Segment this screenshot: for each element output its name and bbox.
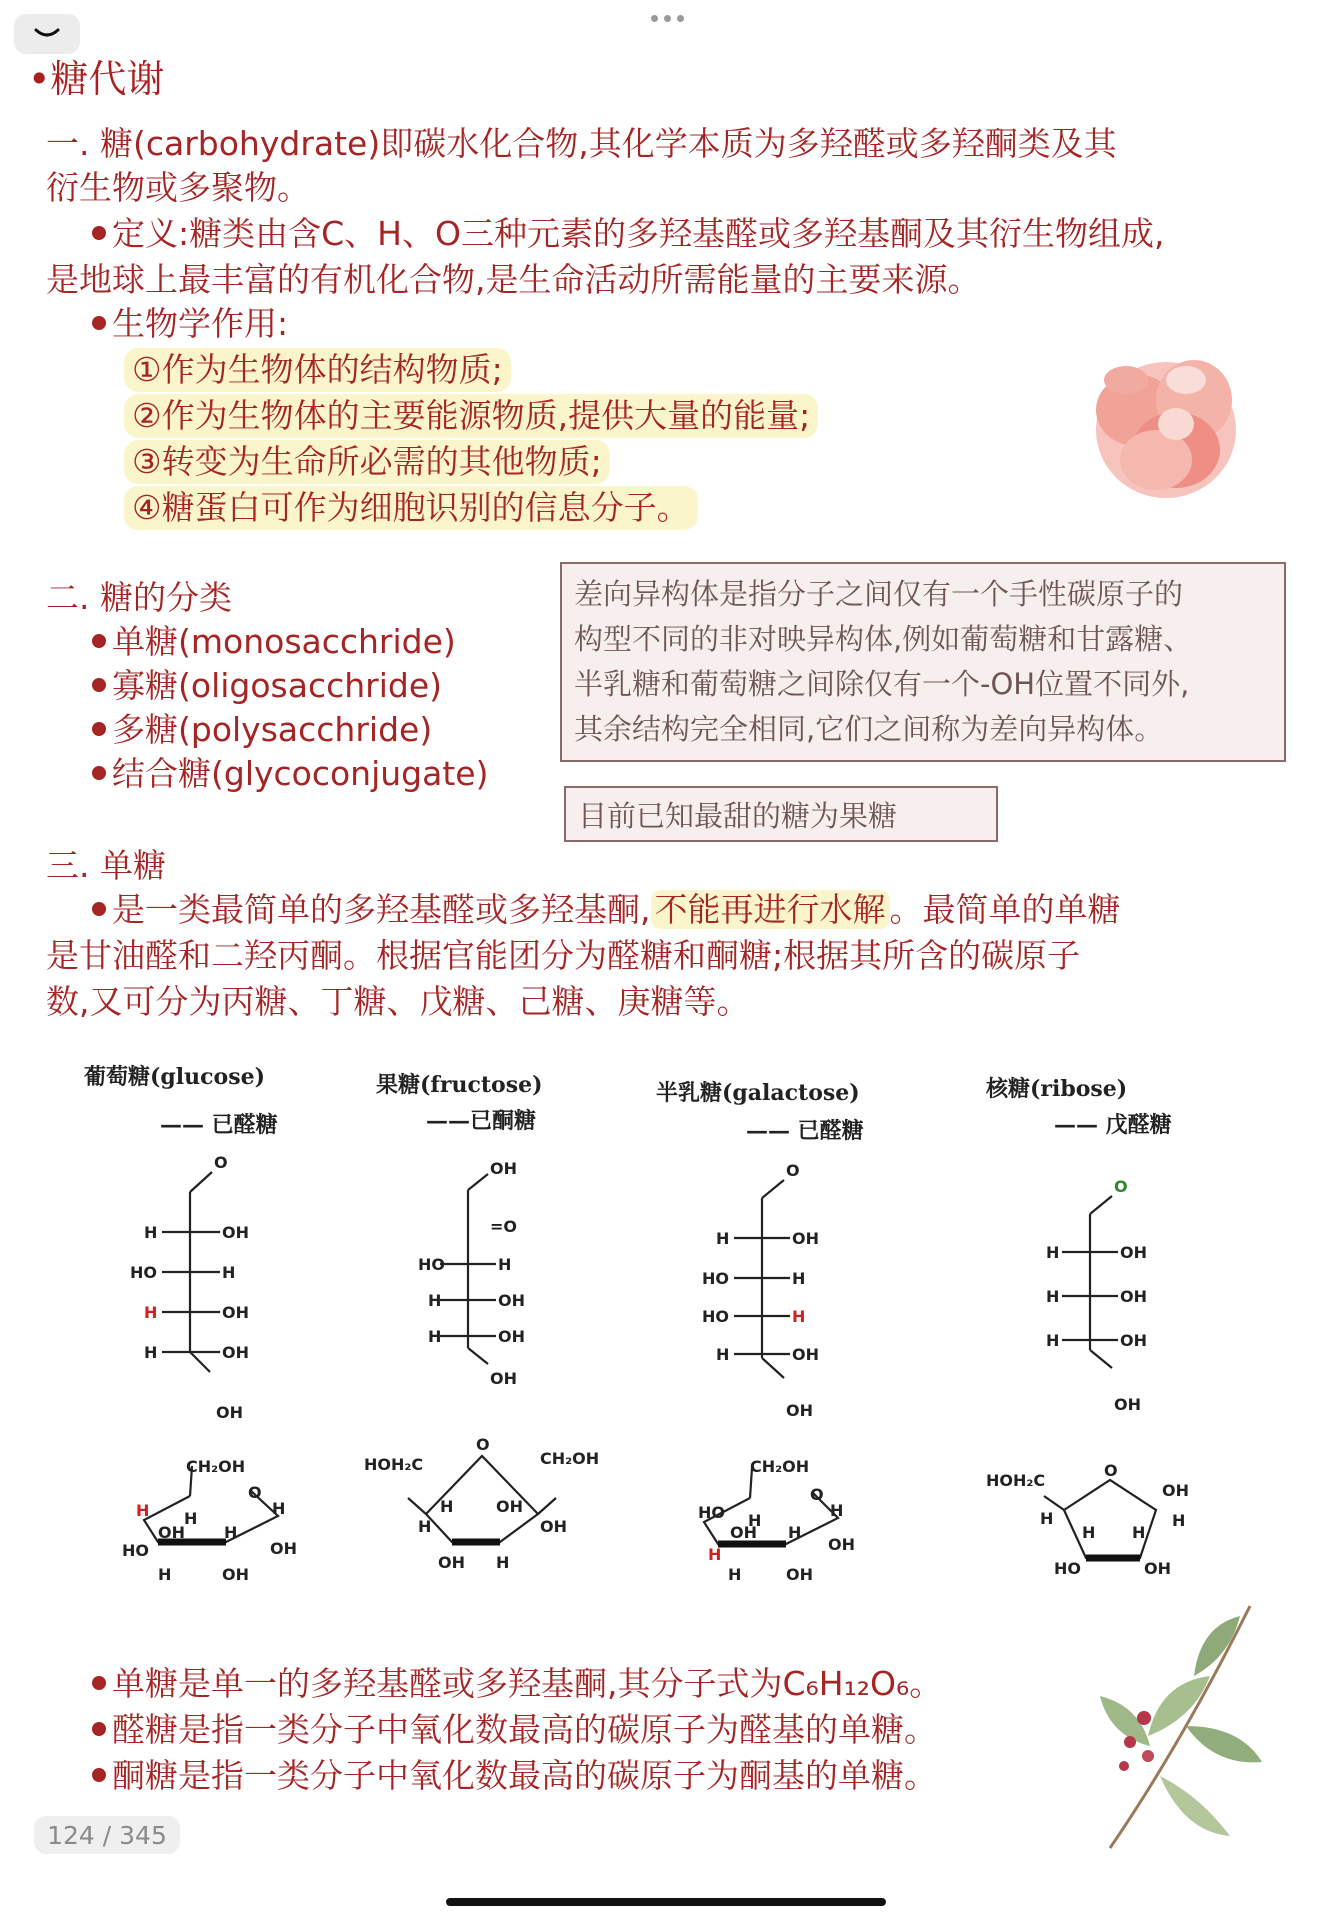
svg-text:OH: OH (792, 1345, 819, 1364)
class-item-1 (92, 620, 456, 664)
svg-text:HO: HO (1054, 1559, 1081, 1578)
bullet-icon (92, 1676, 106, 1690)
svg-text:H: H (1040, 1509, 1054, 1528)
svg-text:=O: =O (490, 1217, 518, 1236)
svg-text:OH: OH (216, 1403, 243, 1422)
svg-text:H: H (1046, 1243, 1060, 1262)
svg-text:OH: OH (490, 1369, 517, 1388)
svg-text:OH: OH (496, 1497, 523, 1516)
bullet-icon (92, 634, 106, 648)
role-item-1: ①作为生物体的结构物质; (124, 348, 511, 392)
svg-text:OH: OH (540, 1517, 567, 1536)
class-item-text: 寡糖(oligosacchride) (112, 666, 443, 705)
svg-text:H: H (428, 1291, 442, 1310)
role-item-4: ④糖蛋白可作为细胞识别的信息分子。 (124, 486, 698, 530)
svg-text:H: H (144, 1343, 158, 1362)
flower-decoration-icon (1076, 320, 1252, 520)
svg-text:O: O (786, 1161, 800, 1180)
svg-text:OH: OH (490, 1159, 517, 1178)
svg-text:H: H (428, 1327, 442, 1346)
svg-text:OH: OH (270, 1539, 297, 1558)
svg-text:OH: OH (828, 1535, 855, 1554)
mono-text: 是一类最简单的多羟基醛或多羟基酮, (112, 890, 651, 929)
mono-line-1 (92, 888, 1121, 932)
note-line: 其余结构完全相同,它们之间称为差向异构体。 (574, 712, 1164, 746)
svg-text:H: H (418, 1517, 432, 1536)
svg-text:OH: OH (222, 1565, 249, 1584)
summary-text: 醛糖是指一类分子中氧化数最高的碳原子为醛基的单糖。 (112, 1710, 937, 1749)
svg-text:H: H (716, 1345, 730, 1364)
svg-text:H: H (496, 1553, 510, 1572)
svg-text:OH: OH (438, 1553, 465, 1572)
bullet-icon (92, 902, 106, 916)
note-line: 构型不同的非对映异构体,例如葡萄糖和甘露糖、 (574, 622, 1193, 656)
svg-text:H: H (792, 1307, 806, 1326)
more-options-button[interactable] (640, 8, 694, 28)
svg-text:H: H (728, 1565, 742, 1584)
svg-text:OH: OH (1114, 1395, 1141, 1414)
class-item-3 (92, 708, 432, 752)
svg-text:H: H (748, 1511, 762, 1530)
intro-line-1: 一. 糖(carbohydrate)即碳水化合物,其化学本质为多羟醛或多羟酮类及其 (46, 124, 1117, 163)
summary-line-1 (92, 1662, 942, 1706)
bold-ring-edges (158, 1542, 1140, 1558)
svg-text:OH: OH (158, 1523, 185, 1542)
ribose-type: —— 戊醛糖 (1054, 1112, 1172, 1138)
intro-line-2: 衍生物或多聚物。 (46, 168, 310, 207)
svg-text:OH: OH (786, 1401, 813, 1420)
bullet-icon (92, 722, 106, 736)
page-title: •糖代谢 (28, 57, 165, 101)
galactose-label: 半乳糖(galactose) (656, 1080, 860, 1106)
bio-role-title (92, 302, 288, 346)
bullet-icon (92, 766, 106, 780)
definition-text: 定义:糖类由含C、H、O三种元素的多羟基醛或多羟基酮及其衍生物组成, (112, 214, 1165, 253)
summary-text: 酮糖是指一类分子中氧化数最高的碳原子为酮基的单糖。 (112, 1756, 937, 1795)
sugar-structures-diagram (0, 1140, 1334, 1620)
highlight-no-hydrolysis: 不能再进行水解 (651, 890, 890, 929)
svg-text:CH₂OH: CH₂OH (540, 1449, 600, 1468)
svg-text:OH: OH (1120, 1287, 1147, 1306)
svg-text:HO: HO (698, 1503, 725, 1522)
svg-text:OH: OH (786, 1565, 813, 1584)
epimer-note-box (560, 562, 1286, 762)
classification-heading: 二. 糖的分类 (46, 578, 232, 617)
atom-labels (122, 1153, 1189, 1584)
svg-text:OH: OH (222, 1343, 249, 1362)
bullet-icon (92, 1768, 106, 1782)
definition-line-2: 是地球上最丰富的有机化合物,是生命活动所需能量的主要来源。 (46, 260, 981, 299)
svg-text:H: H (1082, 1523, 1096, 1542)
svg-text:OH: OH (498, 1291, 525, 1310)
bullet-icon (92, 226, 106, 240)
more-dot-icon (664, 15, 671, 22)
svg-text:HOH₂C: HOH₂C (986, 1471, 1046, 1490)
svg-text:H: H (1046, 1331, 1060, 1350)
svg-text:HO: HO (130, 1263, 157, 1282)
svg-text:O: O (810, 1485, 824, 1504)
svg-text:H: H (222, 1263, 236, 1282)
definition-line-1 (92, 212, 1164, 256)
leaf-branch-decoration-icon (1090, 1586, 1270, 1858)
svg-text:H: H (1172, 1511, 1186, 1530)
svg-text:H: H (788, 1523, 802, 1542)
sweetest-sugar-note: 目前已知最甜的糖为果糖 (564, 786, 998, 842)
svg-text:OH: OH (222, 1303, 249, 1322)
summary-text: 单糖是单一的多羟基醛或多羟基酮,其分子式为C₆H₁₂O₆。 (112, 1664, 943, 1703)
bio-role-title-text: 生物学作用: (112, 304, 289, 343)
note-line: 差向异构体是指分子之间仅有一个手性碳原子的 (574, 577, 1184, 611)
svg-text:HO: HO (702, 1307, 729, 1326)
home-indicator[interactable] (446, 1898, 886, 1906)
svg-text:CH₂OH: CH₂OH (186, 1457, 246, 1476)
svg-text:HO: HO (122, 1541, 149, 1560)
svg-text:H: H (144, 1303, 158, 1322)
class-item-text: 多糖(polysacchride) (112, 710, 433, 749)
svg-text:H: H (144, 1223, 158, 1242)
class-item-text: 单糖(monosacchride) (112, 622, 456, 661)
svg-text:OH: OH (792, 1229, 819, 1248)
svg-text:H: H (184, 1509, 198, 1528)
svg-text:HOH₂C: HOH₂C (364, 1455, 424, 1474)
svg-text:H: H (708, 1545, 722, 1564)
more-dot-icon (651, 15, 658, 22)
svg-text:OH: OH (1120, 1331, 1147, 1350)
svg-text:H: H (136, 1501, 150, 1520)
svg-text:OH: OH (498, 1327, 525, 1346)
chevron-down-icon (32, 26, 62, 42)
note-line: 半乳糖和葡萄糖之间除仅有一个-OH位置不同外, (574, 667, 1190, 701)
svg-text:H: H (1046, 1287, 1060, 1306)
svg-text:OH: OH (730, 1523, 757, 1542)
svg-text:O: O (476, 1435, 490, 1454)
mono-text: 。最简单的单糖 (889, 890, 1121, 929)
svg-text:OH: OH (1162, 1481, 1189, 1500)
class-item-text: 结合糖(glycoconjugate) (112, 754, 489, 793)
svg-text:O: O (1114, 1177, 1128, 1196)
svg-text:H: H (716, 1229, 730, 1248)
svg-text:O: O (248, 1483, 262, 1502)
bullet-icon (92, 1722, 106, 1736)
svg-text:H: H (272, 1499, 286, 1518)
fructose-type: ——已酮糖 (426, 1108, 537, 1134)
svg-text:HO: HO (702, 1269, 729, 1288)
role-item-3: ③转变为生命所必需的其他物质; (124, 440, 610, 484)
svg-text:OH: OH (1120, 1243, 1147, 1262)
svg-text:H: H (792, 1269, 806, 1288)
class-item-4 (92, 752, 488, 796)
bond-lines (144, 1172, 1156, 1558)
svg-text:H: H (498, 1255, 512, 1274)
mono-line-2: 是甘油醛和二羟丙酮。根据官能团分为醛糖和酮糖;根据其所含的碳原子 (46, 936, 1081, 975)
ribose-label: 核糖(ribose) (986, 1076, 1128, 1102)
svg-text:H: H (224, 1523, 238, 1542)
svg-text:H: H (1132, 1523, 1146, 1542)
svg-text:H: H (830, 1501, 844, 1520)
glucose-label: 葡萄糖(glucose) (84, 1064, 266, 1090)
page-indicator: 124 / 345 (34, 1816, 180, 1854)
svg-text:O: O (214, 1153, 228, 1172)
svg-text:CH₂OH: CH₂OH (750, 1457, 810, 1476)
svg-text:H: H (440, 1497, 454, 1516)
role-item-2: ②作为生物体的主要能源物质,提供大量的能量; (124, 394, 818, 438)
svg-text:O: O (1104, 1461, 1118, 1480)
galactose-type: —— 已醛糖 (746, 1118, 864, 1144)
svg-text:OH: OH (222, 1223, 249, 1242)
monosaccharide-heading: 三. 单糖 (46, 846, 166, 885)
summary-line-3 (92, 1754, 937, 1798)
fructose-label: 果糖(fructose) (376, 1072, 543, 1098)
svg-text:HO: HO (418, 1255, 445, 1274)
summary-line-2 (92, 1708, 937, 1752)
class-item-2 (92, 664, 442, 708)
bullet-icon (92, 678, 106, 692)
svg-text:OH: OH (1144, 1559, 1171, 1578)
more-dot-icon (677, 15, 684, 22)
mono-line-3: 数,又可分为丙糖、丁糖、戊糖、己糖、庚糖等。 (46, 982, 750, 1021)
svg-text:H: H (158, 1565, 172, 1584)
bullet-icon (92, 316, 106, 330)
glucose-type: —— 已醛糖 (160, 1112, 278, 1138)
